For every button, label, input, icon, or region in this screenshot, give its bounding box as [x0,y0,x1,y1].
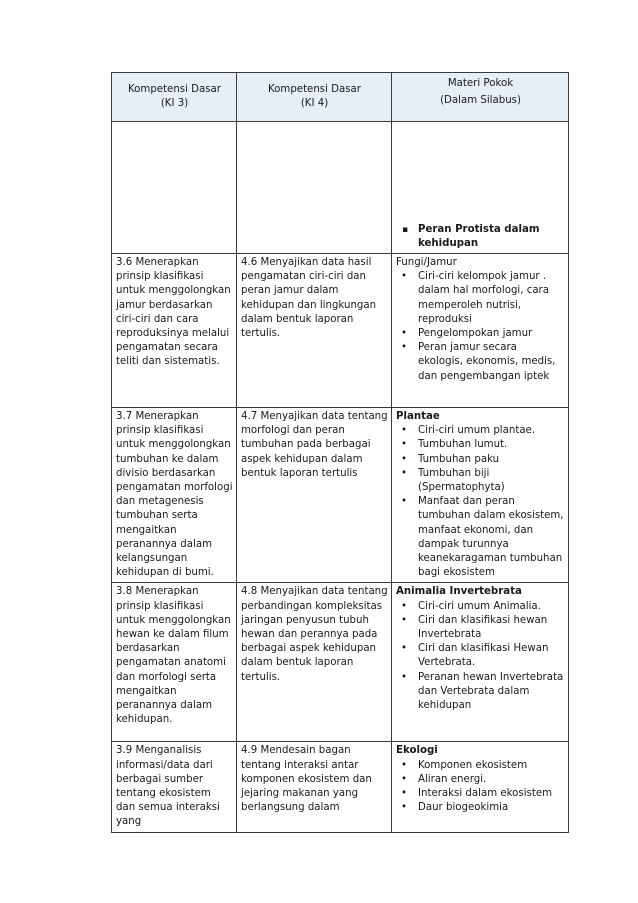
table-row [112,742,569,832]
bullet-icon: • [401,467,408,479]
bullet-icon: • [401,271,408,283]
bullet-icon: • [401,773,408,785]
cell-materi [392,583,569,742]
list-item-text: Ciri-ciri umum plantae. [418,425,536,437]
list-item [396,495,565,580]
list-item-text: Ciri dan klasifikasi hewan Invertebrata [418,614,548,641]
list-item [396,438,565,452]
list-item-text: Tumbuhan biji (Spermatophyta) [418,467,505,494]
materi-topic: Fungi/Jamur [396,257,457,268]
bullet-icon: • [401,614,408,626]
cell-kd4: 4.8 Menyajikan data tentang perbandingan kompleksitas jaringan penyusun tubuh hewan dan perannya pada berbagai aspek kehidupan dalam bentuk laporan tertulis. [237,583,392,742]
list-item [396,642,565,670]
square-bullet-icon: ▪ [402,224,409,235]
list-item [396,467,565,495]
cell-kd3: 3.8 Menerapkan prinsip klasifikasi untuk menggolongkan hewan ke dalam filum berdasarkan pengamatan anatomi dan morfologi serta mengaitkan peranannya dalam kehidupan. [112,583,237,742]
bullet-icon: • [401,328,408,340]
cell-kd3: 3.6 Menerapkan prinsip klasifikasi untuk menggolongkan jamur berdasarkan ciri-ciri dan cara reproduksinya melalui pengamatan secara teliti dan sistematis. [112,254,237,408]
list-item-text: Peranan hewan Invertebrata dan Vertebrata dalam kehidupan [418,671,564,712]
list-item [396,773,565,787]
list-item-text: Ciri dan klasifikasi Hewan Vertebrata. [418,643,549,669]
bullet-icon: • [401,600,408,612]
list-item [396,341,565,384]
cell-materi [392,408,569,583]
header-kd3: Kompetensi Dasar (KI 3) [112,73,237,122]
materi-list [396,600,565,714]
materi-topic: Animalia Invertebrata [396,586,522,598]
list-item-text: Daur biogeokimia [418,802,509,814]
bullet-icon: • [401,788,408,800]
list-item-text: Komponen ekosistem [418,759,528,771]
list-item [396,801,565,815]
list-item-text: Tumbuhan paku [418,453,500,465]
materi-list [396,270,565,384]
cell-kd4: 4.9 Mendesain bagan tentang interaksi antar komponen ekosistem dan jejaring makanan yang berlangsung dalam [237,742,392,832]
materi-list [396,223,565,251]
cell-empty [237,122,392,254]
table-header-row [112,73,569,122]
list-item [396,787,565,801]
bullet-icon: • [401,439,408,451]
cell-materi [392,742,569,832]
list-item-text: Tumbuhan lumut. [418,439,508,451]
table-row [112,408,569,583]
list-item-text: Pengelompokan jamur [418,328,533,340]
bullet-icon: • [401,802,408,814]
bullet-icon: • [401,496,408,508]
table-row-continuation [112,122,569,254]
list-item [396,270,565,327]
cell-kd4: 4.7 Menyajikan data tentang morfologi dan peran tumbuhan pada berbagai aspek kehidupan dalam bentuk laporan tertulis [237,408,392,583]
materi-list [396,424,565,580]
cell-kd3: 3.7 Menerapkan prinsip klasifikasi untuk menggolongkan tumbuhan ke dalam divisio berdasarkan pengamatan morfologi dan metagenesis tumbuhan serta mengaitkan peranannya dalam kelangsungan kehidupan di bumi. [112,408,237,583]
list-item-text: Interaksi dalam ekosistem [418,788,553,800]
list-item [396,327,565,341]
list-item: ▪ Peran Protista dalam kehidupan [402,223,540,249]
bullet-icon: • [401,671,408,683]
list-item-text: Ciri-ciri umum Animalia. [418,600,541,612]
bullet-icon: • [401,453,408,465]
cell-materi [392,254,569,408]
table-row [112,583,569,742]
list-item-text: Ciri-ciri kelompok jamur . dalam hal morfologi, cara memperoleh nutrisi, reproduksi [418,271,549,325]
bullet-icon: • [401,643,408,655]
table-row [112,254,569,408]
materi-topic: Plantae [396,411,440,422]
cell-empty [112,122,237,254]
materi-topic: Ekologi [396,745,438,757]
list-item [396,424,565,438]
header-kd4: Kompetensi Dasar (KI 4) [237,73,392,122]
materi-list [396,759,565,816]
list-item-text: Manfaat dan peran tumbuhan dalam ekosistem, manfaat ekonomi, dan dampak turunnya keanekaragaman tumbuhan bagi ekosistem [418,496,564,579]
list-item [396,600,565,614]
cell-materi [392,122,569,254]
bullet-icon: • [401,425,408,437]
cell-kd3: 3.9 Menganalisis informasi/data dari berbagai sumber tentang ekosistem dan semua interaksi yang [112,742,237,832]
list-item [396,671,565,714]
bullet-icon: • [401,342,408,354]
list-item [396,759,565,773]
list-item [396,614,565,642]
syllabus-table [111,72,569,833]
list-item [396,453,565,467]
list-item-text: Peran jamur secara ekologis, ekonomis, medis, dan pengembangan iptek [418,342,556,382]
header-materi-pokok: Materi Pokok (Dalam Silabus) [392,73,569,122]
bullet-icon: • [401,759,408,771]
cell-kd4: 4.6 Menyajikan data hasil pengamatan ciri-ciri dan peran jamur dalam kehidupan dan lingkungan dalam bentuk laporan tertulis. [237,254,392,408]
list-item-text: Aliran energi. [418,773,487,785]
